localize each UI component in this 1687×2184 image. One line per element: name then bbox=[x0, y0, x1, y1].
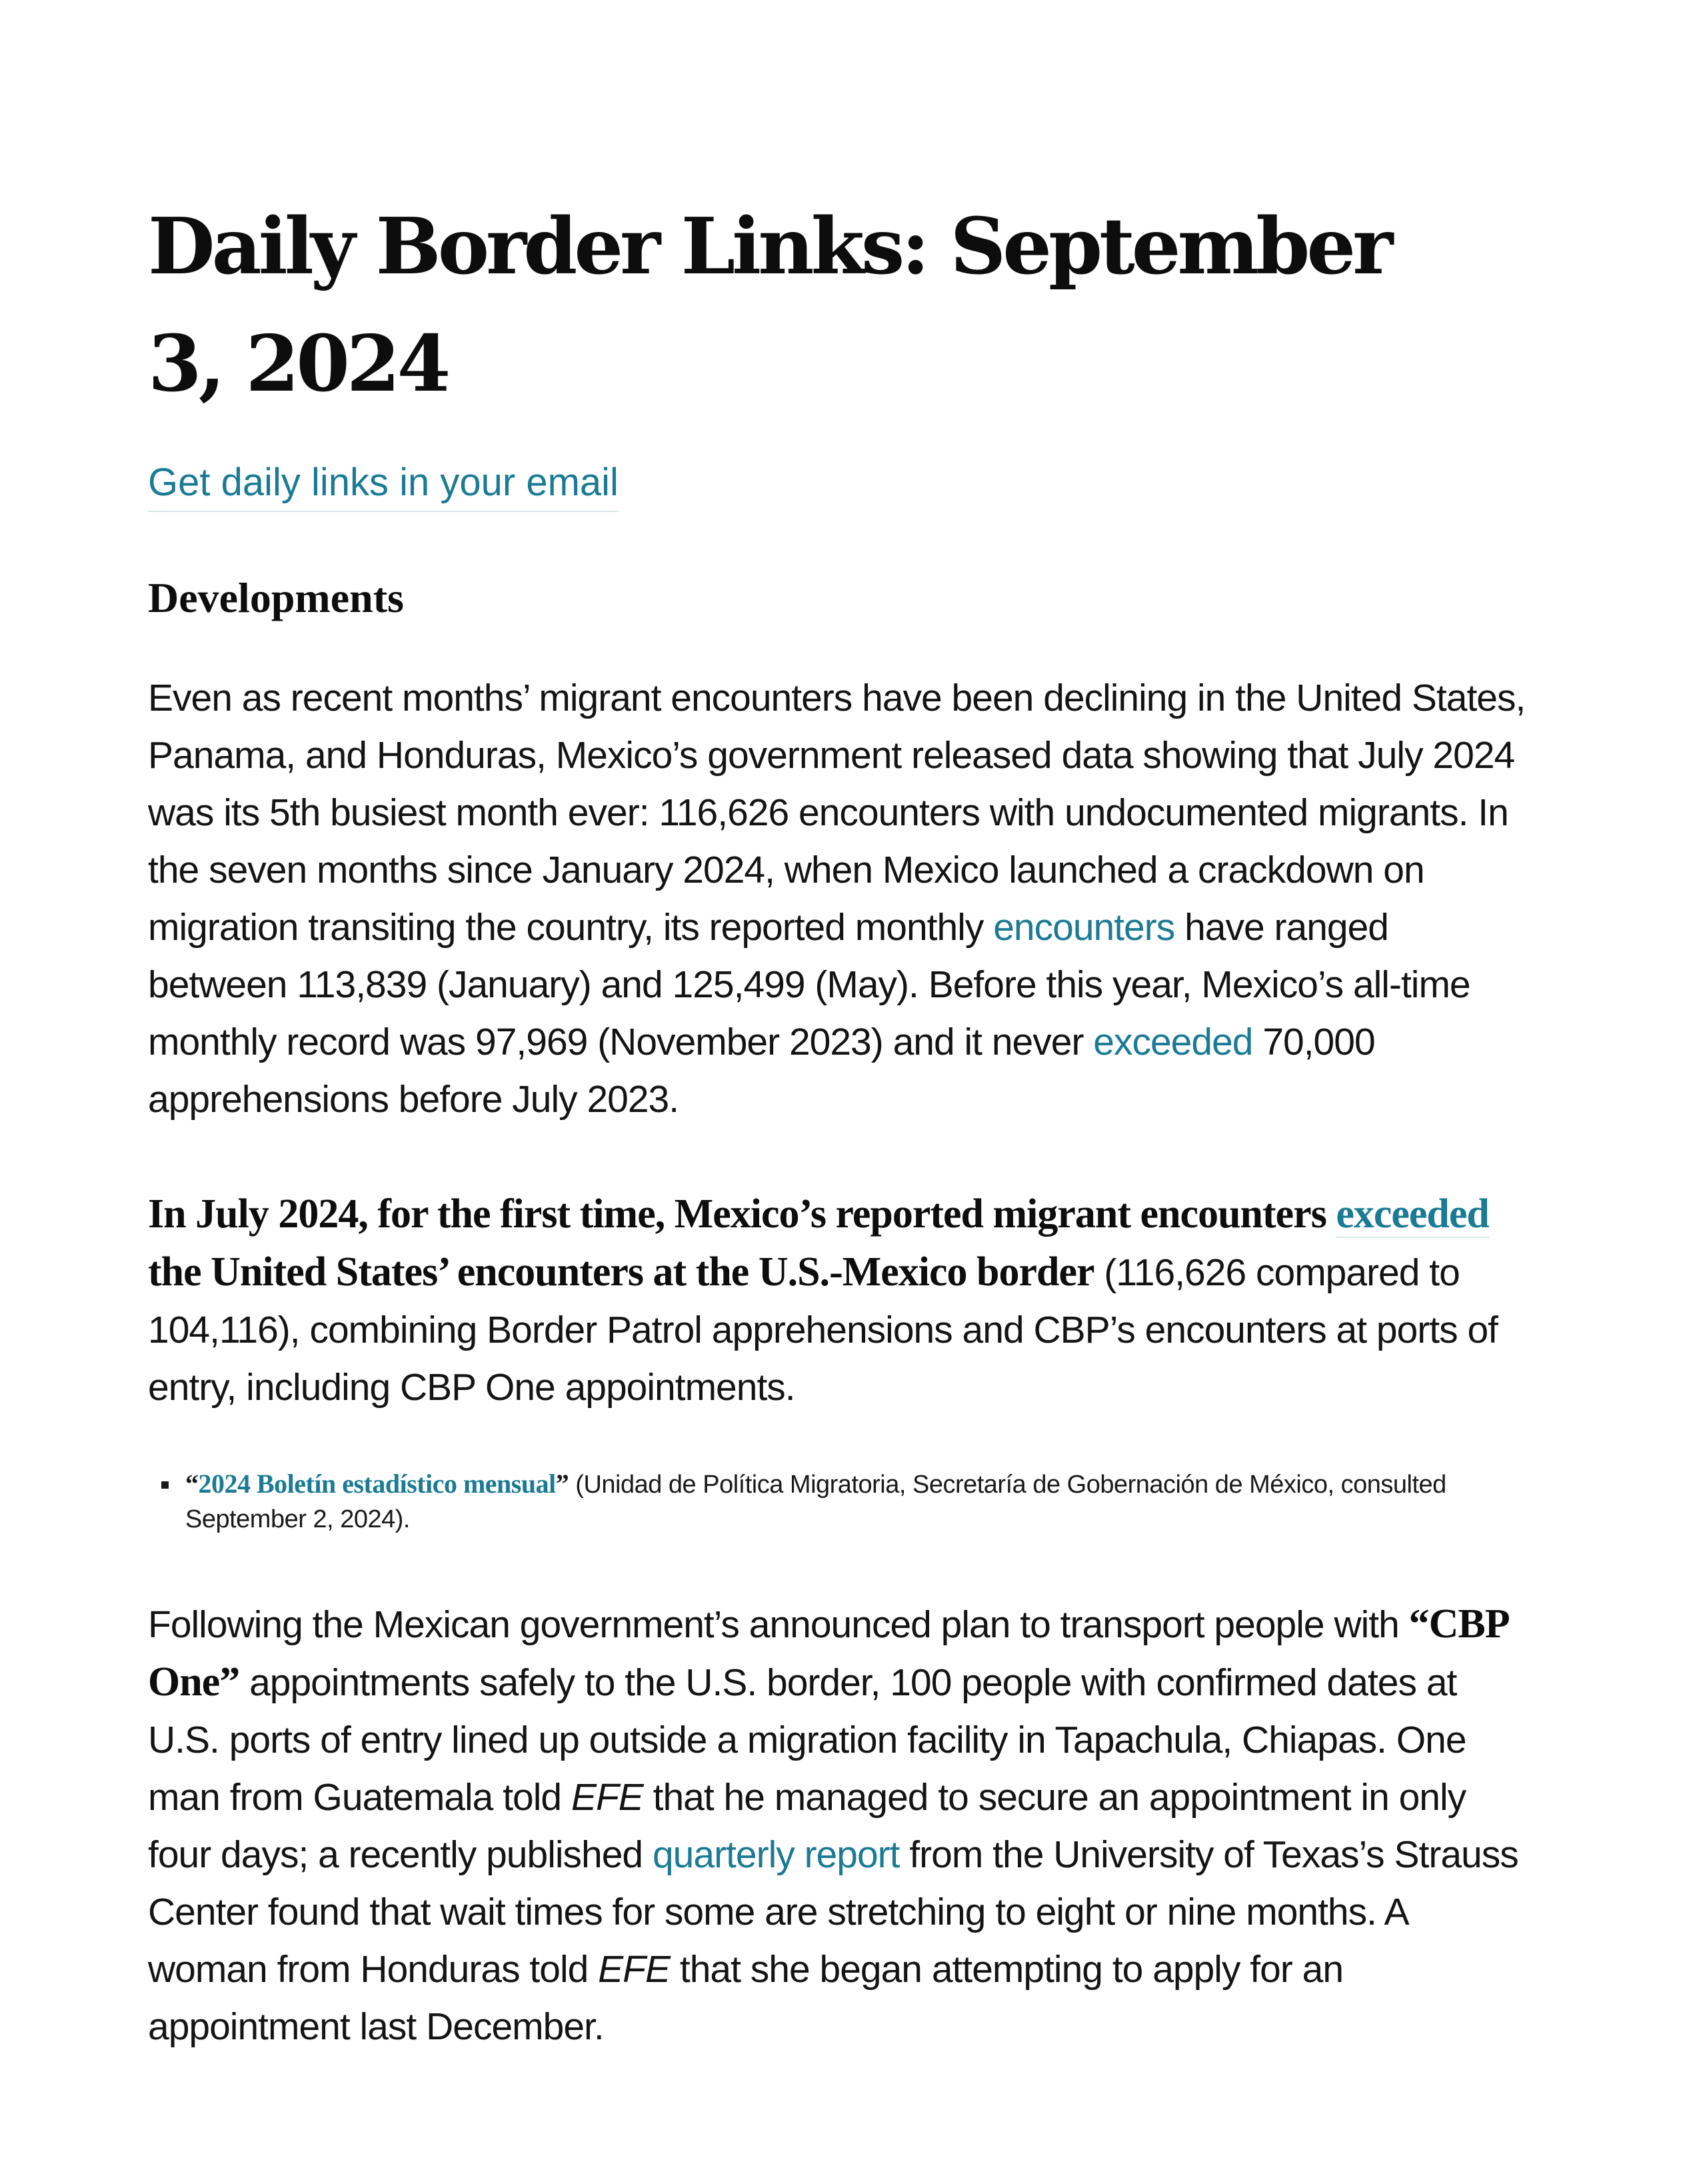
paragraph-text: (116,626 compared to 104,116), combining Border Patrol apprehensions and CBP’s encounters at ports of entry, including CBP One appointments. bbox=[148, 1251, 1498, 1409]
paragraph-mexico-encounters bbox=[148, 669, 1534, 1128]
paragraph-text: Following the Mexican government’s announced plan to transport people with bbox=[148, 1603, 1409, 1646]
paragraph-cbp-one-tapachula bbox=[148, 1595, 1534, 2055]
paragraph-text: have ranged between 113,839 (January) and 125,499 (May). Before this year, Mexico’s all-time monthly record was 97,969 (November 2023) and it never bbox=[148, 906, 1470, 1063]
encounters-link[interactable]: encounters bbox=[993, 906, 1175, 949]
bold-text: “CBP One” bbox=[148, 1601, 1508, 1705]
italic-text: EFE bbox=[571, 1776, 643, 1819]
section-heading-developments: Developments bbox=[148, 574, 404, 621]
paragraph-text: appointments safely to the U.S. border, 100 people with confirmed dates at U.S. ports of entry lined up outside a migration facility in Tapachula, Chiapas. One man from Guatemala told bbox=[148, 1661, 1466, 1819]
source-link-boletin[interactable]: 2024 Boletín estadístico mensual bbox=[198, 1469, 556, 1499]
email-signup-link[interactable]: Get daily links in your email bbox=[148, 456, 619, 512]
page-title: Daily Border Links: September 3, 2024 bbox=[148, 201, 1390, 409]
source-open-quote: “ bbox=[185, 1469, 199, 1499]
exceeded-link[interactable]: exceeded bbox=[1336, 1191, 1489, 1237]
paragraph-text: 70,000 apprehensions before July 2023. bbox=[148, 1021, 1375, 1121]
paragraph-first-time-exceeded bbox=[148, 1185, 1534, 1416]
quarterly-report-link[interactable]: quarterly report bbox=[652, 1833, 900, 1876]
exceeded-link[interactable]: exceeded bbox=[1093, 1021, 1253, 1063]
paragraph-text: that he managed to secure an appointment in only four days; a recently published bbox=[148, 1776, 1466, 1876]
bullet-icon bbox=[161, 1481, 169, 1489]
source-item bbox=[148, 1467, 1481, 1537]
paragraph-text: Even as recent months’ migrant encounters have been declining in the United States, Panama, and Honduras, Mexico’s government released data showing that July 2024 was its 5th busiest month ever: 116,626 encounters with undocumented migrants. In the seven months since January 2024, when Mexico launched a crackdown on migration transiting the country, its reported monthly bbox=[148, 677, 1526, 949]
paragraph-text: from the University of Texas’s Strauss Center found that wait times for some are stretching to eight or nine months. A woman from Honduras told bbox=[148, 1833, 1518, 1991]
italic-text: EFE bbox=[598, 1948, 671, 1991]
source-close-quote: ” bbox=[555, 1469, 569, 1499]
paragraph-text: that she began attempting to apply for an appointment last December. bbox=[148, 1948, 1344, 2048]
bold-text-part: In July 2024, for the first time, Mexico’s reported migrant encounters bbox=[148, 1191, 1336, 1237]
bold-text-part: the United States’ encounters at the U.S.-Mexico border bbox=[148, 1249, 1094, 1295]
source-citation: (Unidad de Política Migratoria, Secretaría de Gobernación de México, consulted September 2, 2024). bbox=[185, 1471, 1446, 1533]
source-list bbox=[148, 1467, 1481, 1537]
